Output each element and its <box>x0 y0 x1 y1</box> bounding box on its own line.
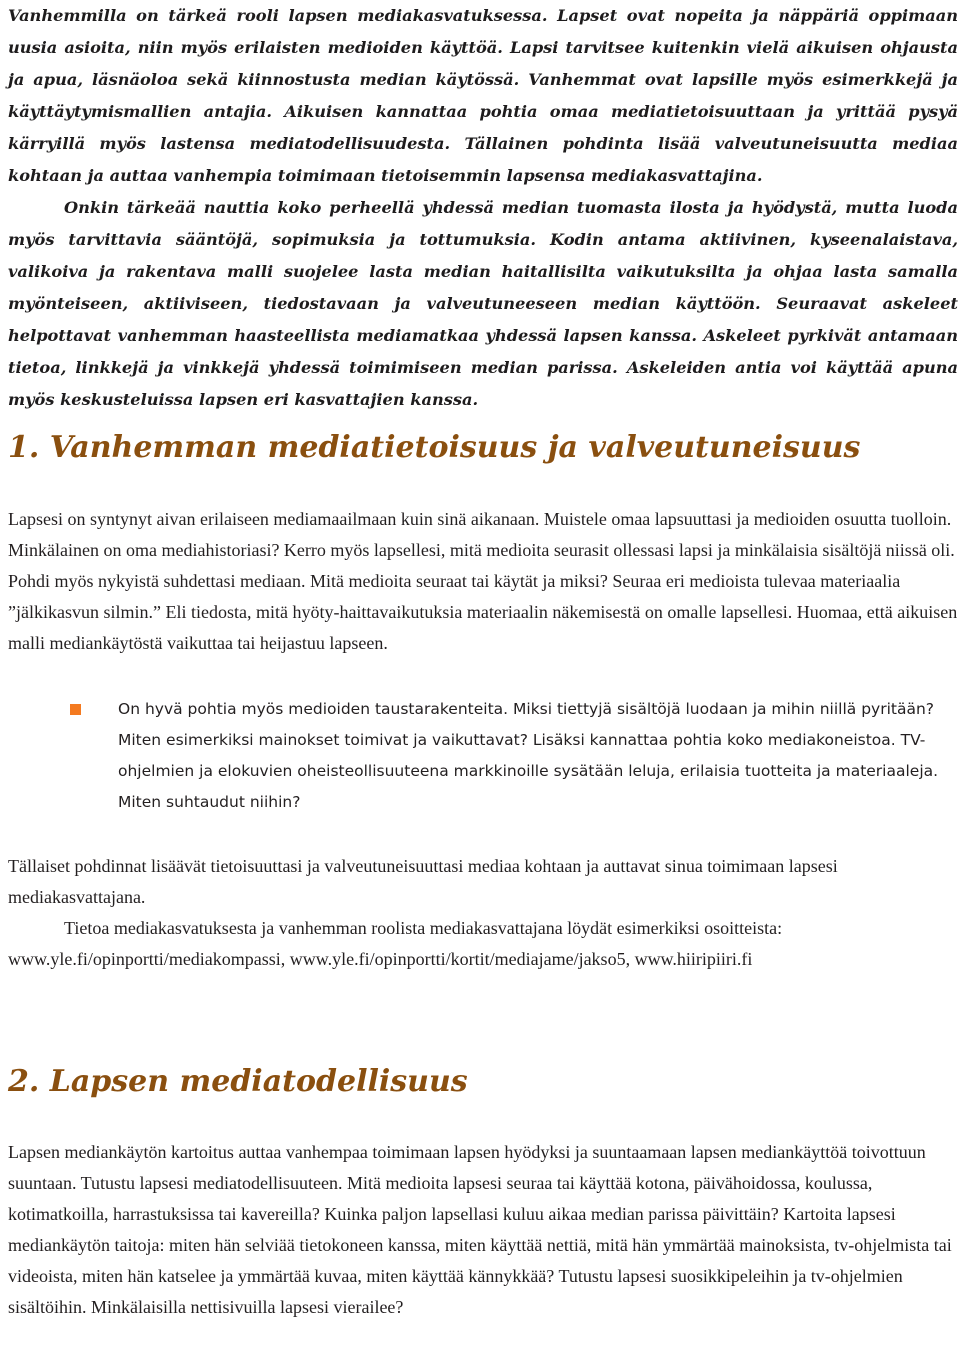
bullet-text: On hyvä pohtia myös medioiden taustarakenteita. Miksi tiettyjä sisältöjä luodaan ja mihin niillä pyritään? Miten esimerkiksi mainokset toimivat ja vaikuttavat? Lisäksi kannattaa pohtia koko mediakoneistoa. TV-ohjelmien ja elokuvien oheisteollisuuteena markkinoille sysätään leluja, erilaisia tuotteita ja materiaaleja. Miten suhtaudut niihin? <box>118 700 939 811</box>
section-1-paragraph-links: Tietoa mediakasvatuksesta ja vanhemman roolista mediakasvattajana löydät esimerkiksi osoitteista: www.yle.fi/opinportti/mediakompassi, www.yle.fi/opinportti/kortit/mediajame/jakso5, www.hiiripiiri.fi <box>8 918 783 969</box>
section-1-paragraph-3: Tällaiset pohdinnat lisäävät tietoisuuttasi ja valveutuneisuuttasi mediaa kohtaan ja auttavat sinua toimimaan lapsesi mediakasvattajana. <box>8 856 838 907</box>
intro-section <box>8 0 958 416</box>
section-1-heading: 1. Vanhemman mediatietoisuus ja valveutuneisuus <box>8 430 861 465</box>
section-2-paragraph-1: Lapsen mediankäytön kartoitus auttaa vanhempaa toimimaan lapsen hyödyksi ja suuntaamaan lapsen mediankäyttöä toivottuun suuntaan. Tutustu lapsesi mediatodellisuuteen. Mitä medioita lapsesi seuraa tai käyttää kotona, päivähoidossa, koulussa, kotimatkoilla, harrastuksissa tai kavereilla? Kuinka paljon lapsellasi kuluu aikaa median parissa päivittäin? Kartoita lapsesi mediankäytön taitoja: miten hän selviää tietokoneen kanssa, miten käyttää nettiä, mitä hän ymmärtää mainoksista, tv-ohjelmista tai videoista, miten hän katselee ja ymmärtää kuvaa, miten käyttää kännykkää? Tutustu lapsesi suosikkipeleihin ja tv-ohjelmien sisältöihin. Minkälaisilla nettisivuilla lapsesi vierailee? <box>8 1142 952 1317</box>
section-2-heading: 2. Lapsen mediatodellisuus <box>8 1064 468 1099</box>
section-1-paragraph-1: Lapsesi on syntynyt aivan erilaiseen mediamaailmaan kuin sinä aikanaan. Muistele omaa lapsuuttasi ja medioiden osuutta tuolloin. Minkälainen on oma mediahistoriasi? Kerro myös lapsellesi, mitä medioita seurasit ollessasi lapsi ja minkälaisia sisältöjä niissä oli. Pohdi myös nykyistä suhdettasi mediaan. Mitä medioita seuraat tai käytät ja miksi? Seuraa eri medioista tulevaa materiaalia ”jälkikasvun silmin.” Eli tiedosta, mitä hyöty-haittavaikutuksia materiaalin näkemisestä on omalle lapsellesi. Huomaa, että aikuisen malli mediankäytöstä vaikuttaa tai heijastuu lapseen. <box>8 509 958 653</box>
intro-paragraph-2: Onkin tärkeää nauttia koko perheellä yhdessä median tuomasta ilosta ja hyödystä, mutta luoda myös tarvittavia sääntöjä, sopimuksia ja tottumuksia. Kodin antama aktiivinen, kyseenalaistava, valikoiva ja rakentava malli suojelee lasta median haitallisilta vaikutuksilta ja ohjaa lasta samalla myönteiseen, aktiiviseen, tiedostavaan ja valveutuneeseen median käyttöön. Seuraavat askeleet helpottavat vanhemman haasteellista mediamatkaa yhdessä lapsen kanssa. Askeleet pyrkivät antamaan tietoa, linkkejä ja vinkkejä yhdessä toimimiseen median parissa. Askeleiden antia voi käyttää apuna myös keskusteluissa lapsen eri kasvattajien kanssa. <box>8 198 958 409</box>
square-bullet-icon <box>70 704 81 715</box>
intro-paragraph-1: Vanhemmilla on tärkeä rooli lapsen mediakasvatuksessa. Lapset ovat nopeita ja näppäriä oppimaan uusia asioita, niin myös erilaisten medioiden käyttöä. Lapsi tarvitsee kuitenkin vielä aikuisen ohjausta ja apua, läsnäoloa sekä kiinnostusta median käytössä. Vanhemmat ovat lapsille myös esimerkkejä ja käyttäytymismallien antajia. Aikuisen kannattaa pohtia omaa mediatietoisuuttaan ja yrittää pysyä kärryillä myös lastensa mediatodellisuudesta. Tällainen pohdinta lisää valveutuneisuutta mediaa kohtaan ja auttaa vanhempia toimimaan tietoisemmin lapsensa mediakasvattajina. <box>8 6 958 185</box>
